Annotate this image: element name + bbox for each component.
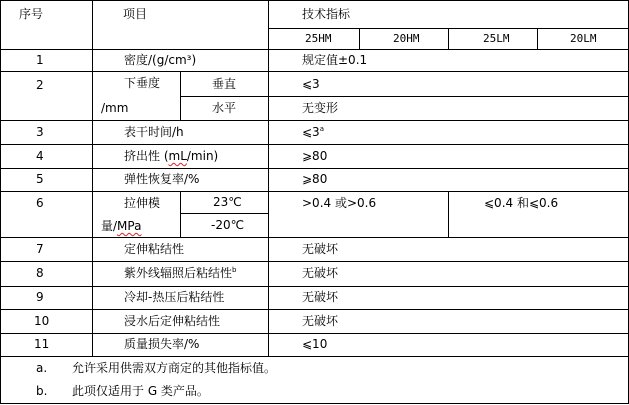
- row-6-item-top: 拉伸模: [124, 196, 161, 210]
- row-7-spec: 无破坏: [302, 242, 339, 256]
- row-9-item: 冷却-热压后粘结性: [124, 290, 225, 304]
- row-1-no: 1: [36, 53, 44, 67]
- row-2-sub-horizontal: 水平: [212, 101, 237, 115]
- row-4-spec: ⩾80: [302, 149, 328, 163]
- row-5-item: 弹性恢复率/%: [124, 172, 200, 186]
- row-4-item: 挤出性 (mL/min): [124, 149, 219, 163]
- row-10-item: 浸水后定伸粘结性: [124, 314, 221, 328]
- header-item: 项目: [123, 7, 148, 21]
- footnote-mark: b: [232, 266, 237, 274]
- row-3-spec: ⩽3$^a$: [302, 125, 324, 139]
- row-1-item: 密度/(g/cm³): [124, 53, 197, 67]
- row-2-spec-vertical: ⩽3: [302, 77, 320, 91]
- row-2-item-top: 下垂度: [124, 76, 161, 90]
- row-8-spec: 无破坏: [302, 266, 339, 280]
- header-spec: 技术指标: [302, 7, 351, 21]
- row-8-no: 8: [36, 266, 44, 280]
- row-2-spec-horizontal: 无变形: [302, 101, 339, 115]
- row-5-no: 5: [36, 172, 44, 186]
- row-2-no: 2: [36, 78, 44, 92]
- grade-20lm: 20LM: [570, 32, 597, 45]
- grade-20hm: 20HM: [393, 32, 420, 45]
- row-3-no: 3: [36, 125, 44, 139]
- row-10-spec: 无破坏: [302, 314, 339, 328]
- note-a-text: 允许采用供需双方商定的其他指标值。: [72, 361, 277, 375]
- row-5-spec: ⩾80: [302, 172, 328, 186]
- row-11-no: 11: [34, 337, 50, 351]
- row-2-sub-vertical: 垂直: [212, 77, 237, 91]
- row-7-item: 定伸粘结性: [124, 242, 185, 256]
- row-2-item-bottom: /mm: [101, 101, 129, 115]
- row-3-item: 表干时间/h: [124, 125, 184, 139]
- note-a-mark: a.: [36, 361, 48, 375]
- row-10-no: 10: [34, 314, 50, 328]
- note-b-mark: b.: [36, 384, 48, 398]
- grade-25hm: 25HM: [305, 32, 332, 45]
- grade-25lm: 25LM: [483, 32, 510, 45]
- row-1-spec: 规定值±0.1: [302, 53, 368, 67]
- row-11-spec: ⩽10: [302, 337, 328, 351]
- row-7-no: 7: [36, 242, 44, 256]
- row-9-no: 9: [36, 290, 44, 304]
- row-9-spec: 无破坏: [302, 290, 339, 304]
- row-6-spec-hm: >0.4 或>0.6: [302, 196, 377, 210]
- row-8-item: 紫外线辐照后粘结性$^b$: [124, 266, 237, 280]
- row-6-item-bottom: 量/MPa: [101, 219, 142, 233]
- header-index: 序号: [19, 7, 44, 21]
- note-b-text: 此项仅适用于 G 类产品。: [72, 384, 209, 398]
- footnote-mark: a: [319, 125, 324, 133]
- row-4-no: 4: [36, 149, 44, 163]
- row-11-item: 质量损失率/%: [124, 337, 200, 351]
- row-6-no: 6: [36, 196, 44, 210]
- row-6-sub-minus20c: -20℃: [211, 218, 245, 232]
- row-6-sub-23c: 23℃: [213, 195, 242, 209]
- row-6-spec-lm: ⩽0.4 和⩽0.6: [484, 196, 559, 210]
